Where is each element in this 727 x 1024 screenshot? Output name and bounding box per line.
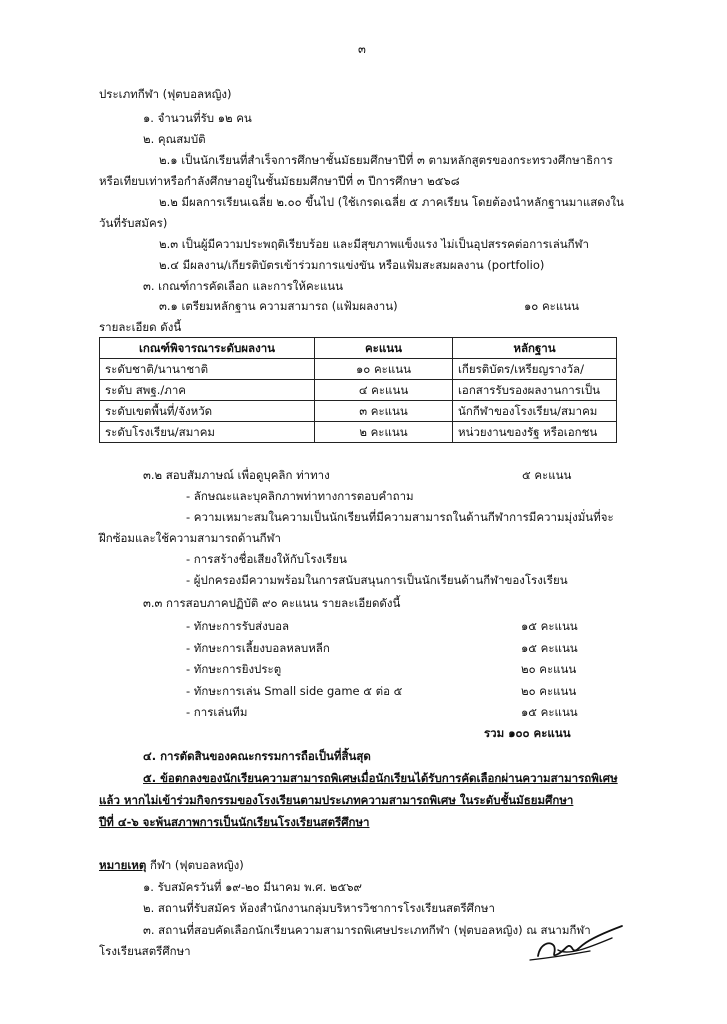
criterion-3-1-label: ๓.๑ เตรียมหลักฐาน ความสามารถ (แฟ้มผลงาน) xyxy=(159,299,398,313)
criterion-3-1-score: ๑๐ คะแนน xyxy=(524,299,579,313)
section-heading: ประเภทกีฬา (ฟุตบอลหญิง) xyxy=(99,87,232,101)
note-item: ๓. สถานที่สอบคัดเลือกนักเรียนความสามารถพิเศษประเภทกีฬา (ฟุตบอลหญิง) ณ สนามกีฬา xyxy=(143,923,591,937)
skill-score: ๒๐ คะแนน xyxy=(521,684,577,698)
table-cell: ๔ คะแนน xyxy=(315,380,453,401)
item-5-agreement-line-3: ปีที่ ๔-๖ จะพ้นสภาพการเป็นนักเรียนโรงเรียนสตรีศึกษา xyxy=(99,815,370,829)
criterion-3-2-label: ๓.๒ สอบสัมภาษณ์ เพื่อดูบุคลิก ท่าทาง xyxy=(143,468,330,482)
qualification-2-4: ๒.๔ มีผลงาน/เกียรติบัตรเข้าร่วมการแข่งขัน หรือแฟ้มสะสมผลงาน (portfolio) xyxy=(159,258,545,272)
note-item: ๒. สถานที่รับสมัคร ห้องสำนักงานกลุ่มบริหารวิชาการโรงเรียนสตรีศึกษา xyxy=(143,901,495,915)
qualification-2-2-line-2: วันที่รับสมัคร) xyxy=(99,216,168,230)
item-2-qualifications: ๒. คุณสมบัติ xyxy=(143,132,206,146)
note-item-continued: โรงเรียนสตรีศึกษา xyxy=(99,944,191,958)
table-row xyxy=(100,380,617,401)
skill-score: ๒๐ คะแนน xyxy=(521,662,577,676)
table-cell: ระดับเขตพื้นที่/จังหวัด xyxy=(100,401,315,422)
skill-label: - ทักษะการรับส่งบอล xyxy=(186,619,290,633)
qualification-2-1-line-2: หรือเทียบเท่าหรือกำลังศึกษาอยู่ในชั้นมัธยมศึกษาปีที่ ๓ ปีการศึกษา ๒๕๖๘ xyxy=(99,174,460,188)
note-item: ๑. รับสมัครวันที่ ๑๙-๒๐ มีนาคม พ.ศ. ๒๕๖๙ xyxy=(143,880,362,894)
table-header: หลักฐาน xyxy=(453,338,617,359)
interview-bullet-continued: ฝึกซ้อมและใช้ความสามารถด้านกีฬา xyxy=(99,531,281,545)
page-number: ๓ xyxy=(358,42,366,56)
signature xyxy=(528,918,628,968)
criterion-3-2-score: ๕ คะแนน xyxy=(522,468,572,482)
item-5-agreement-line-2: แล้ว หากไม่เข้าร่วมกิจกรรมของโรงเรียนตามประเภทความสามารถพิเศษ ในระดับชั้นมัธยมศึกษา xyxy=(99,793,574,807)
interview-bullet: - ผู้ปกครองมีความพร้อมในการสนับสนุนการเป็นนักเรียนด้านกีฬาของโรงเรียน xyxy=(186,573,568,587)
total-score: รวม ๑๐๐ คะแนน xyxy=(484,726,571,740)
table-cell: เกียรติบัตร/เหรียญรางวัล/ xyxy=(453,359,617,380)
table-header: คะแนน xyxy=(315,338,453,359)
note-heading xyxy=(99,857,244,873)
qualification-2-3: ๒.๓ เป็นผู้มีความประพฤติเรียบร้อย และมีสุขภาพแข็งแรง ไม่เป็นอุปสรรคต่อการเล่นกีฬา xyxy=(159,237,589,251)
table-header-row xyxy=(100,338,617,359)
qualification-2-2-line-1: ๒.๒ มีผลการเรียนเฉลี่ย ๒.๐๐ ขึ้นไป (ใช้เกรดเฉลี่ย ๕ ภาคเรียน โดยต้องนำหลักฐานมาแสดงใน xyxy=(159,195,624,209)
qualification-2-1-line-1: ๒.๑ เป็นนักเรียนที่สำเร็จการศึกษาชั้นมัธยมศึกษาปีที่ ๓ ตามหลักสูตรของกระทรวงศึกษาธิการ xyxy=(159,153,613,167)
item-5-agreement-line-1: ๕. ข้อตกลงของนักเรียนความสามารถพิเศษเมื่อนักเรียนได้รับการคัดเลือกผ่านความสามารถพิเศษ xyxy=(143,771,618,785)
table-row xyxy=(100,359,617,380)
note-label: หมายเหตุ xyxy=(99,858,147,872)
table-cell: หน่วยงานของรัฐ หรือเอกชน xyxy=(453,422,617,443)
interview-bullet: - ความเหมาะสมในความเป็นนักเรียนที่มีความสามารถในด้านกีฬาการมีความมุ่งมั่นที่จะ xyxy=(186,510,614,524)
criterion-3-3: ๓.๓ การสอบภาคปฏิบัติ ๙๐ คะแนน รายละเอียดดังนี้ xyxy=(143,596,401,610)
table-header: เกณฑ์พิจารณาระดับผลงาน xyxy=(100,338,315,359)
table-cell: ๒ คะแนน xyxy=(315,422,453,443)
table-cell: ๑๐ คะแนน xyxy=(315,359,453,380)
skill-label: - การเล่นทีม xyxy=(186,705,248,719)
skill-score: ๑๕ คะแนน xyxy=(521,641,578,655)
item-4-decision: ๔. การตัดสินของคณะกรรมการถือเป็นที่สิ้นสุด xyxy=(143,749,371,763)
skill-label: - ทักษะการเลี้ยงบอลหลบหลีก xyxy=(186,641,330,655)
skill-score: ๑๕ คะแนน xyxy=(521,619,578,633)
table-cell: ระดับชาติ/นานาชาติ xyxy=(100,359,315,380)
table-cell: ๓ คะแนน xyxy=(315,401,453,422)
criteria-table xyxy=(99,337,617,443)
item-3-criteria: ๓. เกณฑ์การคัดเลือก และการให้คะแนน xyxy=(143,279,343,293)
skill-score: ๑๕ คะแนน xyxy=(521,705,578,719)
table-cell: ระดับ สพฐ./ภาค xyxy=(100,380,315,401)
note-subject: กีฬา (ฟุตบอลหญิง) xyxy=(146,858,244,872)
table-row xyxy=(100,401,617,422)
table-cell: เอกสารรับรองผลงานการเป็น xyxy=(453,380,617,401)
details-intro: รายละเอียด ดังนี้ xyxy=(99,320,182,334)
table-cell: นักกีฬาของโรงเรียน/สมาคม xyxy=(453,401,617,422)
interview-bullet: - ลักษณะและบุคลิกภาพท่าทางการตอบคำถาม xyxy=(186,489,414,503)
skill-label: - ทักษะการเล่น Small side game ๕ ต่อ ๕ xyxy=(186,684,403,698)
skill-label: - ทักษะการยิงประตู xyxy=(186,662,282,676)
interview-bullet: - การสร้างชื่อเสียงให้กับโรงเรียน xyxy=(186,552,347,566)
table-row xyxy=(100,422,617,443)
item-1-quota: ๑. จำนวนที่รับ ๑๒ คน xyxy=(143,111,252,125)
table-cell: ระดับโรงเรียน/สมาคม xyxy=(100,422,315,443)
